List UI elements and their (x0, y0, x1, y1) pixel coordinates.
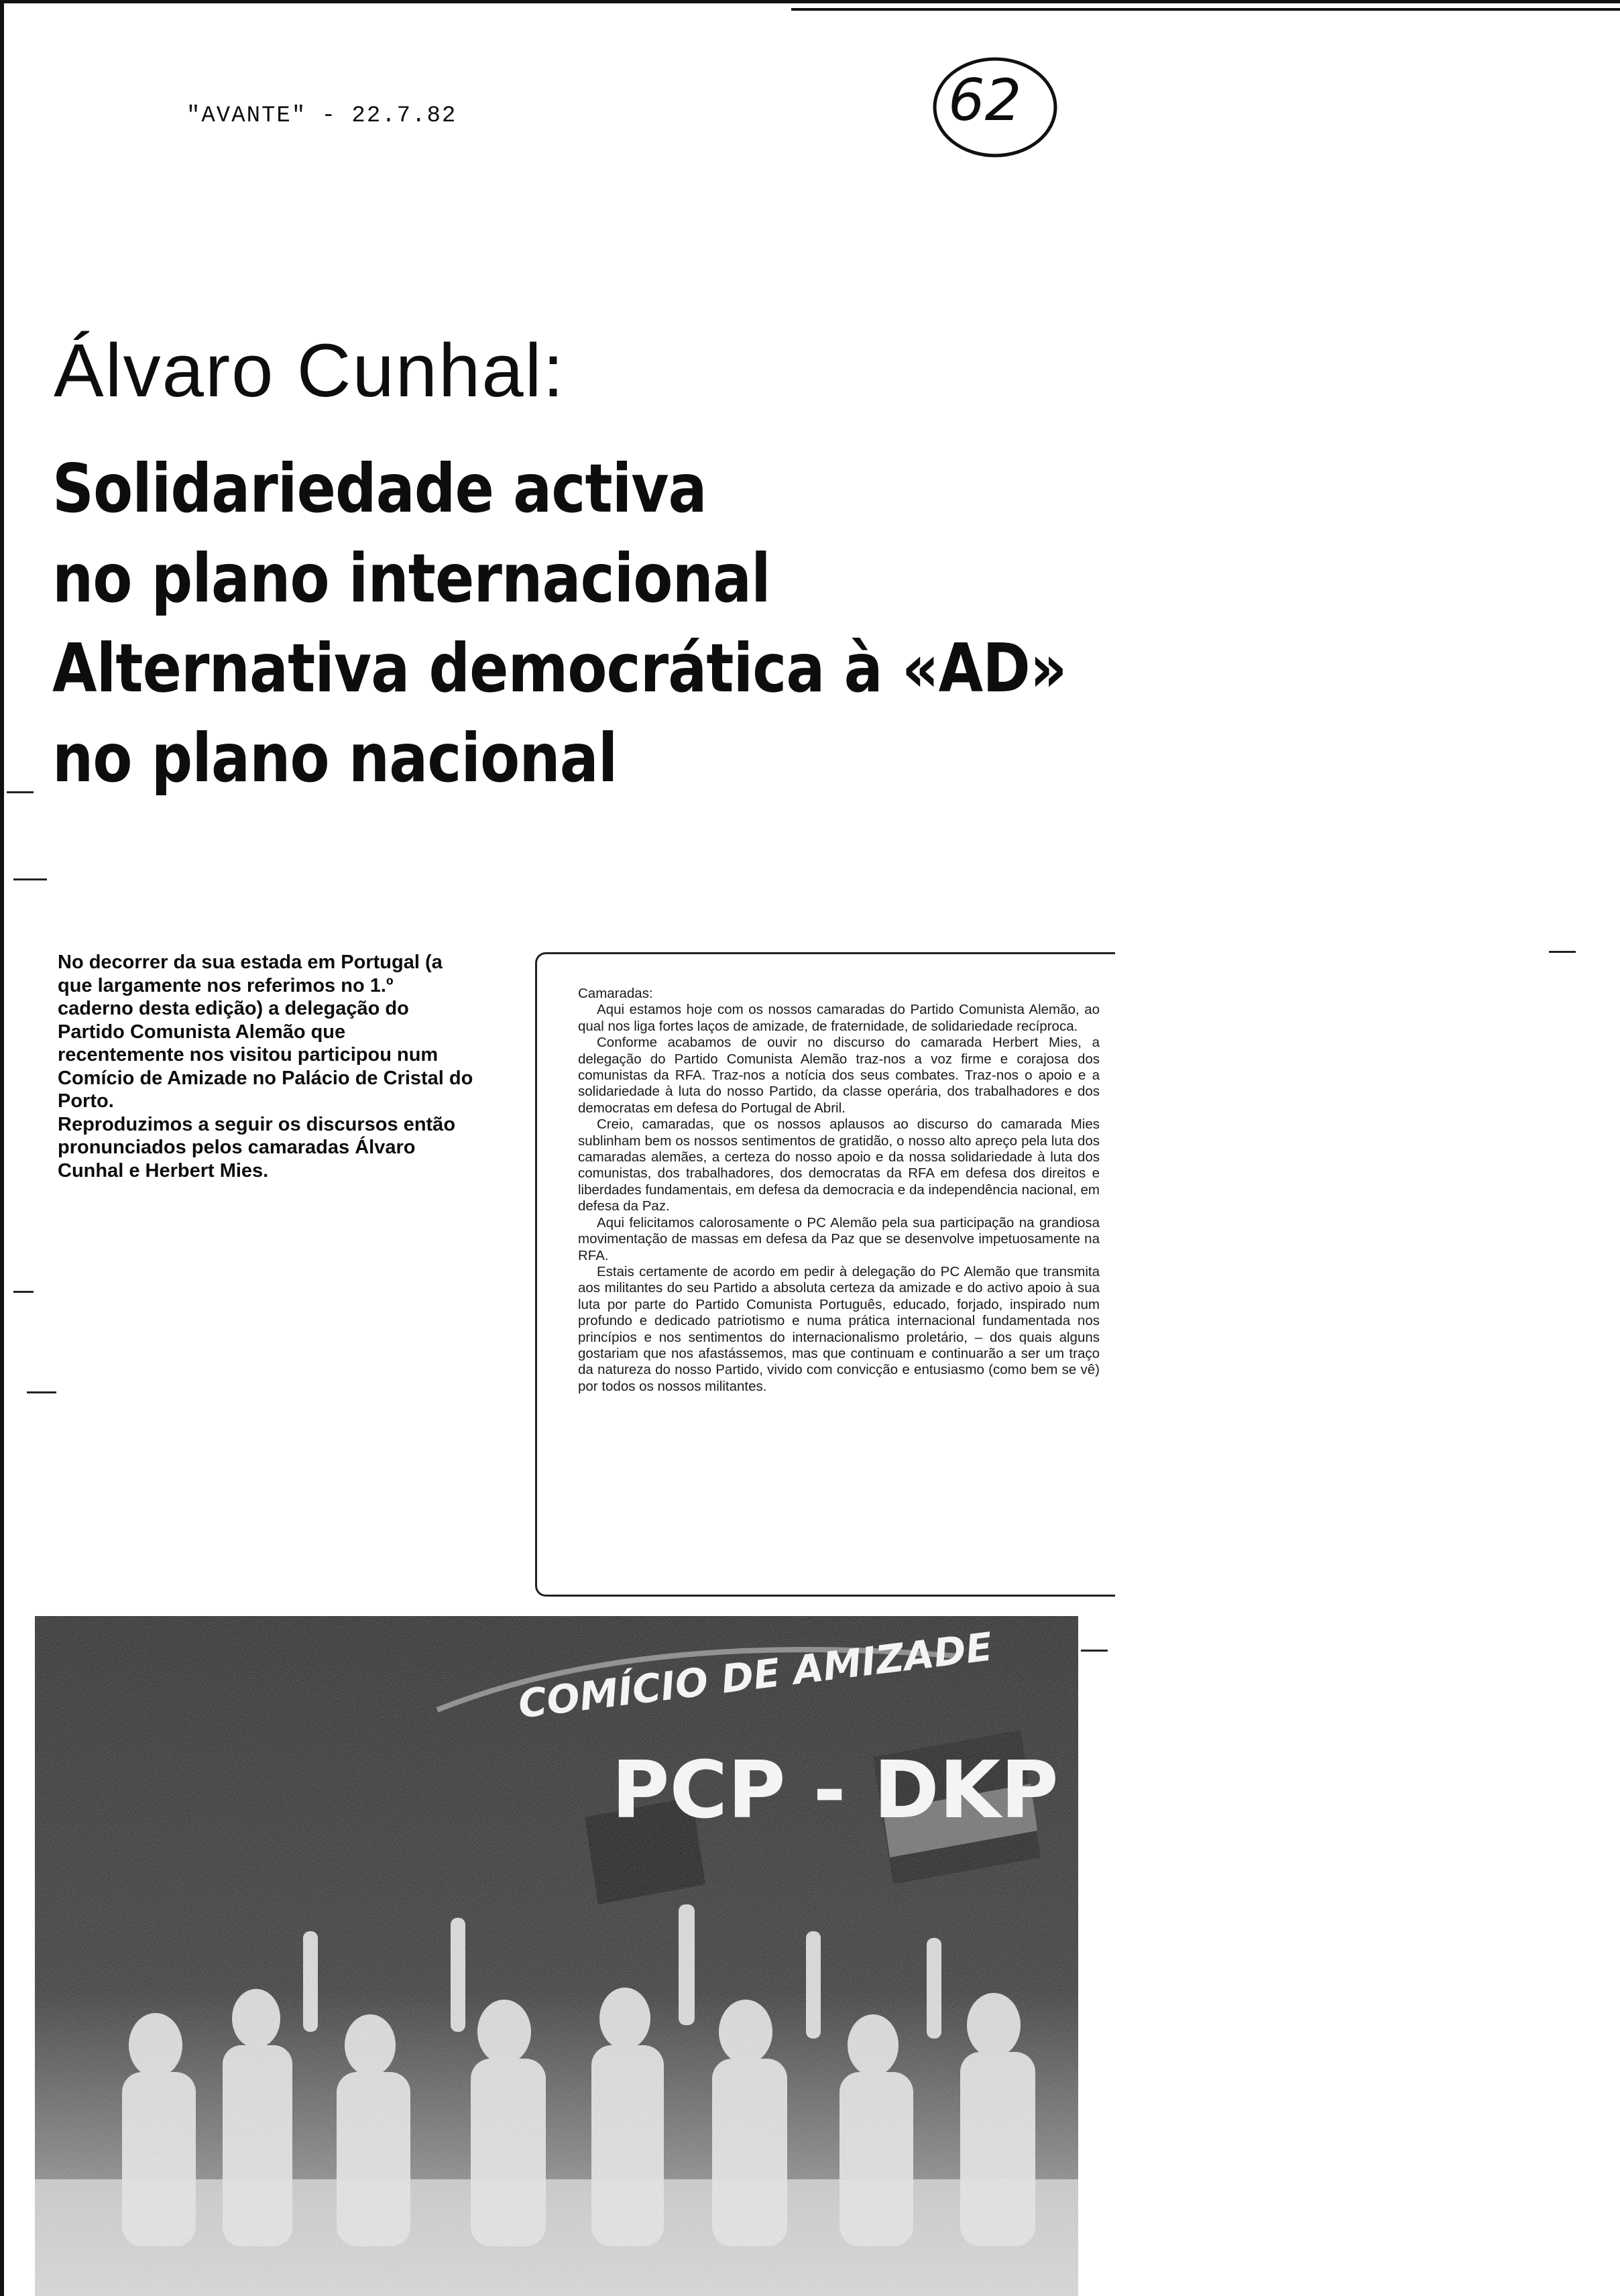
page-edge-top (0, 0, 1620, 3)
page-number: 62 (948, 67, 1022, 134)
speech-paragraph: Creio, camaradas, que os nossos aplausos ao discurso do camarada Mies sublinham bem os nossos sentimentos de gratidão, o nosso alto apreço pela luta dos camaradas alemães, a certeza do nosso apoio e da nossa solidariedade à luta dos comunistas, dos trabalhadores, dos democratas da RFA em defesa dos direitos e liberdades fundamentais, em defesa da democracia e da independência nacional, em defesa da Paz. (578, 1116, 1100, 1214)
scan-mark (27, 1391, 56, 1393)
lead-paragraph (58, 951, 473, 1182)
speech-paragraph: Aqui estamos hoje com os nossos camaradas do Partido Comunista Alemão, ao qual nos liga fortes laços de amizade, de fraternidade, de solidariedade recíproca. (578, 1002, 1100, 1034)
author-name: Álvaro Cunhal: (54, 329, 565, 412)
page-number-stamp (928, 52, 1062, 161)
rally-photo (35, 1616, 1078, 2296)
speech-paragraph: Aqui felicitamos calorosamente o PC Alemão pela sua participação na grandiosa movimentação de massas em defesa da Paz que se desenvolve impetuosamente na RFA. (578, 1214, 1100, 1263)
speech-paragraph: Estais certamente de acordo em pedir à delegação do PC Alemão que transmita aos militantes do seu Partido a absoluta certeza da amizade e do activo apoio à sua luta por parte do Partido Comunista Português, educado, forjado, inspirado num profundo e dedicado patriotismo e numa prática internacional fundamentada nos princípios e nos sentimentos do internacionalismo proletário, – dos quais alguns gostariam que nos afastássemos, mas que continuam e continuarão a ser um traço da natureza do nosso Partido, vivido com convicção e entusiasmo (como bem se vê) por todos os nossos militantes. (578, 1263, 1100, 1394)
source-line: "AVANTE" - 22.7.82 (186, 103, 457, 129)
scan-mark (1081, 1650, 1108, 1652)
headline-line: no plano internacional (52, 539, 770, 618)
scan-mark (7, 791, 34, 793)
headline-line: no plano nacional (52, 719, 618, 797)
speech-text (578, 986, 1100, 1395)
headline-line: Solidariedade activa (52, 449, 707, 528)
headline (52, 444, 1067, 803)
headline-line: Alternativa democrática à «AD» (52, 629, 1067, 707)
banner-text: PCP - DKP (612, 1743, 1059, 1836)
banner-text: COMÍCIO DE AMIZADE (516, 1623, 995, 1727)
rally-photo-image (35, 1616, 1078, 2296)
page-edge-top-inner (791, 8, 1620, 11)
lead-text: No decorrer da sua estada em Portugal (a que largamente nos referimos no 1.º caderno desta edição) a delegação do Partido Comunista Alemão que recentemente nos visitou participou num Comício de Amizade no Palácio de Cristal do Porto. (58, 952, 473, 1112)
page-edge-left (0, 0, 4, 2296)
scan-mark (13, 878, 47, 880)
speech-paragraph: Conforme acabamos de ouvir no discurso do camarada Herbert Mies, a delegação do Partido Comunista Alemão traz-nos a voz firme e corajosa dos comunistas da RFA. Traz-nos a notícia dos seus combates. Traz-nos o apoio e a solidariedade à luta do nosso Partido, da classe operária, dos trabalhadores e dos democratas em defesa do Portugal de Abril. (578, 1035, 1100, 1116)
scan-mark (1549, 951, 1576, 953)
lead-text: Reproduzimos a seguir os discursos então pronunciados pelos camaradas Álvaro Cunhal e Herbert Mies. (58, 1113, 456, 1182)
scan-mark (13, 1291, 34, 1293)
speech-paragraph: Camaradas: (578, 986, 653, 1001)
